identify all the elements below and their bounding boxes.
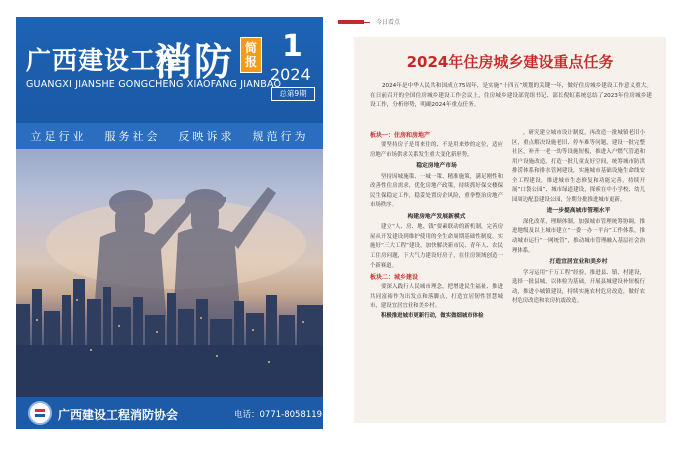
association-phone: 电话：0771-8058119 xyxy=(234,410,323,420)
issue-year: 2024 xyxy=(270,65,311,84)
association-name: 广西建设工程消防协会 xyxy=(58,408,179,422)
issue-number: 1 xyxy=(282,29,303,64)
issue-total: 总第9期 xyxy=(271,87,315,101)
subsection-heading: 构建房地产发展新模式 xyxy=(407,213,466,220)
section-heading: 板块一：住房和房地产 xyxy=(370,132,431,139)
paragraph: 坚持因城施策、一城一策、精准施策，满足刚性和改善性住房需求，优化房地产政策，持续抓好保交楼保民生保稳定工作，稳妥处置房企风险，重拳整治房地产市场秩序。 xyxy=(370,173,503,209)
paragraph: 学习运用“千万工程”经验，推进县、镇、村建设，选择一批县城，以体检为基础，开展县城建设补短板行动，推进小城镇建设，持续实施农村危房改造，做好农村危房改造和农房抗震改造。 xyxy=(512,269,645,305)
magazine-title-large: 消防 xyxy=(154,39,235,84)
slogan-bar xyxy=(16,123,323,149)
association-logo-icon xyxy=(28,401,52,425)
paragraph-emphasis: 积极推进城市更新行动，做实做细城市体检 xyxy=(381,312,484,319)
subsection-heading: 打造宜居宜业和美乡村 xyxy=(549,259,608,266)
badge-char: 简 xyxy=(244,41,257,55)
section-header-label: 今日看点 xyxy=(376,19,401,26)
paragraph: 深化改革，理顺体制，加强城市管理统筹协调，推进地级及以上城市建立“一委一办一平台”工作体系，推动城市运行“一网统管”，推动城市管理融入基层社会治理体系。 xyxy=(512,218,645,254)
cover-photo xyxy=(16,149,323,397)
section-header-line xyxy=(364,22,370,23)
magazine-cover xyxy=(16,17,323,429)
magazine-type-badge xyxy=(240,37,262,73)
slogan: 反映诉求 xyxy=(178,130,235,143)
section-heading: 板块二：城乡建设 xyxy=(370,274,419,282)
slogan: 规范行为 xyxy=(252,130,309,143)
subsection-heading: 进一步提高城市管理水平 xyxy=(546,208,611,215)
article-column-right xyxy=(512,129,645,307)
section-header-bar xyxy=(338,20,364,24)
subsection-heading: 稳定房地产市场 xyxy=(416,163,457,170)
logo-emblem xyxy=(35,409,45,417)
article-title: 2024年住房城乡建设重点任务 xyxy=(406,53,614,71)
slogan: 立足行业 xyxy=(30,130,87,143)
cover-header xyxy=(16,17,323,123)
firefighter-silhouette-illustration xyxy=(16,149,323,397)
article-column-left xyxy=(370,129,503,321)
paragraph: 要坚持房子是用来住的、不是用来炒的定位，适应房地产市场供求关系发生重大变化新形势。 xyxy=(370,142,503,158)
article-intro: 2024年是中华人民共和国成立75周年，是实施“十四五”规划的关键一年，做好住房城乡建设工作意义重大。在日前召开的全国住房城乡建设工作会议上，住房城乡建设部党组书记、部长倪虹系统总结了2023年住房城乡建设工作，分析形势，明确2024年重点任务。 xyxy=(370,83,652,109)
badge-char: 报 xyxy=(244,55,257,69)
paragraph: 建立“人、房、地、钱”要素联动的新机制，完善房屋从开发建设到维护使用的全生命周期基础性制度。实施好“三大工程”建设，加快解决新市民、青年人、农民工住房问题，下大气力建设好房子，在住房领域创造一个新赛道。 xyxy=(370,224,503,269)
slogan: 服务社会 xyxy=(104,130,161,143)
magazine-title: 广西建设工程 xyxy=(26,46,183,75)
magazine-pinyin: GUANGXI JIANSHE GONGCHENG XIAOFANG JIANBAO xyxy=(26,79,282,90)
cover-footer xyxy=(16,397,323,429)
paragraph: 要深入践行人民城市理念，把增进民生福祉、推进共同富裕作为出发点和落脚点，打造宜居韧性智慧城市，建设宜居宜业和美乡村。 xyxy=(370,284,503,310)
article-page xyxy=(354,37,666,423)
paragraph: ，研究建立城市设计制度，再改造一批城镇老旧小区，重点解决设施老旧、停车难等问题，建设一批完整社区，补齐一老一幼等设施短板，推进入户燃气管道和用户设施改造，打造一批儿童友好空间，统筹城市防洪排涝体系和排水管网建设，实施城市基础设施生命线安全工程建设，推进城市生态修复和功能完善，持续开展“口袋公园”、城市绿道建设，探索在中小学校、幼儿园周边配套建设公园，分期分批推进城市更新。 xyxy=(512,130,645,203)
